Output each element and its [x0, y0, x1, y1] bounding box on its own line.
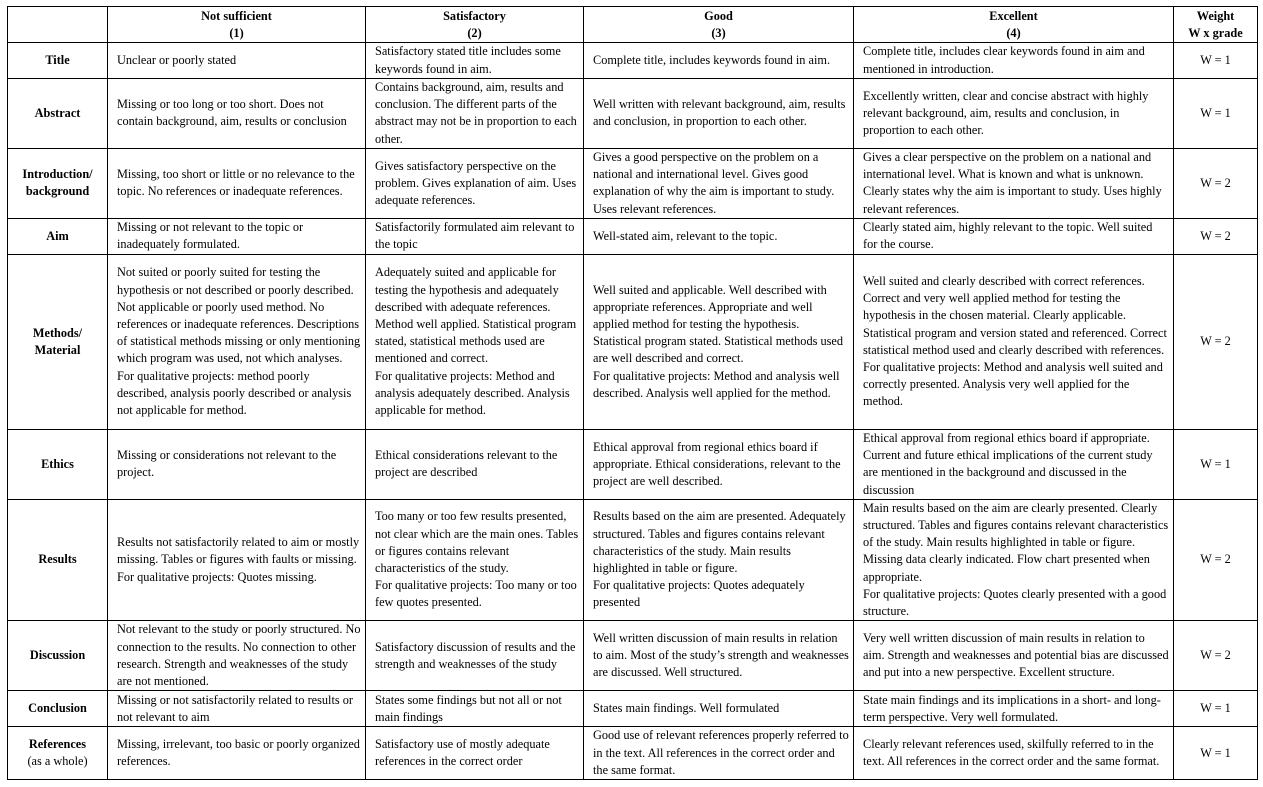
- criterion-name: Ethics: [41, 456, 74, 471]
- descriptor-not-sufficient: Unclear or poorly stated: [108, 43, 366, 79]
- header-corner: [8, 7, 108, 43]
- descriptor-satisfactory: Contains background, aim, results and conclusion. The different parts of the abstract may not be in proportion to each other.: [366, 79, 584, 149]
- descriptor-not-sufficient: Not suited or poorly suited for testing the hypothesis or not described or poorly described. Not applicable or poorly used method. No references or inadequate references. Descriptions of statistical methods missing or only mentioning which program was used, not which analyses. For qualitative projects: method poorly described, analysis poorly described or analysis not applicable for method.: [108, 254, 366, 429]
- criterion-cell: [8, 148, 108, 218]
- descriptor-not-sufficient: Missing, too short or little or no relevance to the topic. No references or inadequate references.: [108, 148, 366, 218]
- descriptor-excellent: Clearly stated aim, highly relevant to the topic. Well suited for the course.: [854, 218, 1174, 254]
- descriptor-satisfactory: Satisfactorily formulated aim relevant to the topic: [366, 218, 584, 254]
- criterion-cell: [8, 218, 108, 254]
- descriptor-not-sufficient: Missing or too long or too short. Does not contain background, aim, results or conclusion: [108, 79, 366, 149]
- weight-cell: W = 2: [1174, 218, 1258, 254]
- header-not-sufficient: [108, 7, 366, 43]
- descriptor-excellent: Complete title, includes clear keywords found in aim and mentioned in introduction.: [854, 43, 1174, 79]
- criterion-subtitle: (as a whole): [27, 754, 88, 769]
- descriptor-satisfactory: Satisfactory discussion of results and the strength and weaknesses of the study: [366, 621, 584, 691]
- header-row: [8, 7, 1258, 43]
- header-label: Not sufficient: [201, 8, 272, 23]
- descriptor-good: Results based on the aim are presented. Adequately structured. Tables and figures contains relevant characteristics of the study. Main results highlighted in table or figure. For qualitative projects: Quotes adequately presented: [584, 499, 854, 620]
- descriptor-not-sufficient: Not relevant to the study or poorly structured. No connection to the results. No connection to other research. Strength and weaknesses of the study are not mentioned.: [108, 621, 366, 691]
- descriptor-good: Well written discussion of main results in relation to aim. Most of the study’s strength and weaknesses are discussed. Well structured.: [584, 621, 854, 691]
- descriptor-excellent: Gives a clear perspective on the problem on a national and international level. What is known and what is unknown. Clearly states why the aim is important to study. Uses highly relevant references.: [854, 148, 1174, 218]
- weight-cell: W = 2: [1174, 621, 1258, 691]
- weight-cell: W = 2: [1174, 254, 1258, 429]
- descriptor-good: Well-stated aim, relevant to the topic.: [584, 218, 854, 254]
- criterion-cell: [8, 79, 108, 149]
- header-label: Good: [704, 8, 733, 23]
- rubric-row: [8, 621, 1258, 691]
- descriptor-not-sufficient: Results not satisfactorily related to aim or mostly missing. Tables or figures with faults or missing. For qualitative projects: Quotes missing.: [108, 499, 366, 620]
- descriptor-satisfactory: Satisfactory use of mostly adequate references in the correct order: [366, 727, 584, 780]
- criterion-name: Methods/ Material: [32, 325, 83, 357]
- criterion-name: References: [28, 736, 87, 751]
- descriptor-not-sufficient: Missing or not relevant to the topic or inadequately formulated.: [108, 218, 366, 254]
- criterion-cell: [8, 621, 108, 691]
- rubric-row: [8, 499, 1258, 620]
- header-good: [584, 7, 854, 43]
- criterion-name: Conclusion: [28, 701, 87, 716]
- criterion-cell: [8, 429, 108, 499]
- weight-cell: W = 2: [1174, 148, 1258, 218]
- descriptor-excellent: Ethical approval from regional ethics board if appropriate. Current and future ethical implications of the current study are mentioned in the background and discussed in the discussion: [854, 429, 1174, 499]
- descriptor-not-sufficient: Missing or not satisfactorily related to results or not relevant to aim: [108, 691, 366, 727]
- descriptor-satisfactory: Gives satisfactory perspective on the problem. Gives explanation of aim. Uses adequate references.: [366, 148, 584, 218]
- header-grade: (3): [711, 25, 726, 40]
- rubric-row: [8, 43, 1258, 79]
- descriptor-excellent: Excellently written, clear and concise abstract with highly relevant background, aim, results and conclusion, in proportion to each other.: [854, 79, 1174, 149]
- rubric-row: [8, 148, 1258, 218]
- header-label: Weight: [1196, 8, 1235, 23]
- descriptor-good: Ethical approval from regional ethics board if appropriate. Ethical considerations, relevant to the project are well described.: [584, 429, 854, 499]
- descriptor-satisfactory: Too many or too few results presented, not clear which are the main ones. Tables or figures contains relevant characteristics of the study. For qualitative projects: Too many or too few quotes presented.: [366, 499, 584, 620]
- header-excellent: [854, 7, 1174, 43]
- criterion-name: Introduction/ background: [22, 167, 93, 199]
- descriptor-excellent: State main findings and its implications in a short- and long-term perspective. Very well formulated.: [854, 691, 1174, 727]
- descriptor-excellent: Very well written discussion of main results in relation to aim. Strength and weaknesses and potential bias are discussed and put into a new perspective. Excellent structure.: [854, 621, 1174, 691]
- descriptor-excellent: Main results based on the aim are clearly presented. Clearly structured. Tables and figures contains relevant characteristics of the study. Main results highlighted in table or figure. Missing data clearly indicated. Flow chart presented when appropriate. For qualitative projects: Quotes clearly presented with a good structure.: [854, 499, 1174, 620]
- rubric-row: [8, 429, 1258, 499]
- criterion-cell: [8, 254, 108, 429]
- weight-cell: W = 1: [1174, 43, 1258, 79]
- descriptor-excellent: Well suited and clearly described with correct references. Correct and very well applied method for testing the hypothesis in the chosen material. Clearly applicable. Statistical program and version stated and referenced. Correct statistical method used and clearly described with references. For qualitative projects: Method and analysis well suited and correctly presented. Analysis very well applied for the method.: [854, 254, 1174, 429]
- descriptor-good: States main findings. Well formulated: [584, 691, 854, 727]
- descriptor-good: Well suited and applicable. Well described with appropriate references. Appropriate and well applied method for testing the hypothesis. Statistical program stated. Statistical methods used are well described and correct. For qualitative projects: Method and analysis well described. Analysis well applied for the method.: [584, 254, 854, 429]
- weight-cell: W = 1: [1174, 727, 1258, 780]
- rubric-row: [8, 691, 1258, 727]
- criterion-name: Discussion: [29, 648, 86, 663]
- weight-cell: W = 1: [1174, 79, 1258, 149]
- header-satisfactory: [366, 7, 584, 43]
- descriptor-good: Complete title, includes keywords found in aim.: [584, 43, 854, 79]
- rubric-body: [8, 43, 1258, 780]
- criterion-cell: [8, 43, 108, 79]
- criterion-cell: [8, 691, 108, 727]
- weight-cell: W = 2: [1174, 499, 1258, 620]
- header-grade: (4): [1006, 25, 1021, 40]
- weight-cell: W = 1: [1174, 429, 1258, 499]
- descriptor-satisfactory: Ethical considerations relevant to the project are described: [366, 429, 584, 499]
- header-grade: W x grade: [1188, 25, 1243, 40]
- criterion-name: Results: [38, 552, 77, 567]
- descriptor-good: Good use of relevant references properly referred to in the text. All references in the correct order and the same format.: [584, 727, 854, 780]
- descriptor-good: Gives a good perspective on the problem on a national and international level. Gives good explanation of why the aim is important to study. Uses relevant references.: [584, 148, 854, 218]
- rubric-row: [8, 218, 1258, 254]
- grading-rubric-table: [7, 6, 1258, 780]
- criterion-cell: [8, 727, 108, 780]
- criterion-name: Aim: [46, 228, 69, 243]
- weight-cell: W = 1: [1174, 691, 1258, 727]
- rubric-row: [8, 254, 1258, 429]
- header-label: Satisfactory: [443, 8, 506, 23]
- descriptor-good: Well written with relevant background, aim, results and conclusion, in proportion to each other.: [584, 79, 854, 149]
- descriptor-not-sufficient: Missing, irrelevant, too basic or poorly organized references.: [108, 727, 366, 780]
- criterion-cell: [8, 499, 108, 620]
- descriptor-satisfactory: Satisfactory stated title includes some keywords found in aim.: [366, 43, 584, 79]
- descriptor-satisfactory: Adequately suited and applicable for testing the hypothesis and adequately described with adequate references. Method well applied. Statistical program stated, statistical methods used are mentioned and correct. For qualitative projects: Method and analysis adequately described. Analysis applicable for method.: [366, 254, 584, 429]
- rubric-row: [8, 79, 1258, 149]
- criterion-name: Title: [45, 52, 70, 67]
- descriptor-satisfactory: States some findings but not all or not main findings: [366, 691, 584, 727]
- header-weight: [1174, 7, 1258, 43]
- rubric-row: [8, 727, 1258, 780]
- header-label: Excellent: [989, 8, 1038, 23]
- header-grade: (2): [467, 25, 482, 40]
- header-grade: (1): [229, 25, 244, 40]
- criterion-name: Abstract: [34, 105, 81, 120]
- descriptor-not-sufficient: Missing or considerations not relevant to the project.: [108, 429, 366, 499]
- descriptor-excellent: Clearly relevant references used, skilfully referred to in the text. All references in the correct order and the same format.: [854, 727, 1174, 780]
